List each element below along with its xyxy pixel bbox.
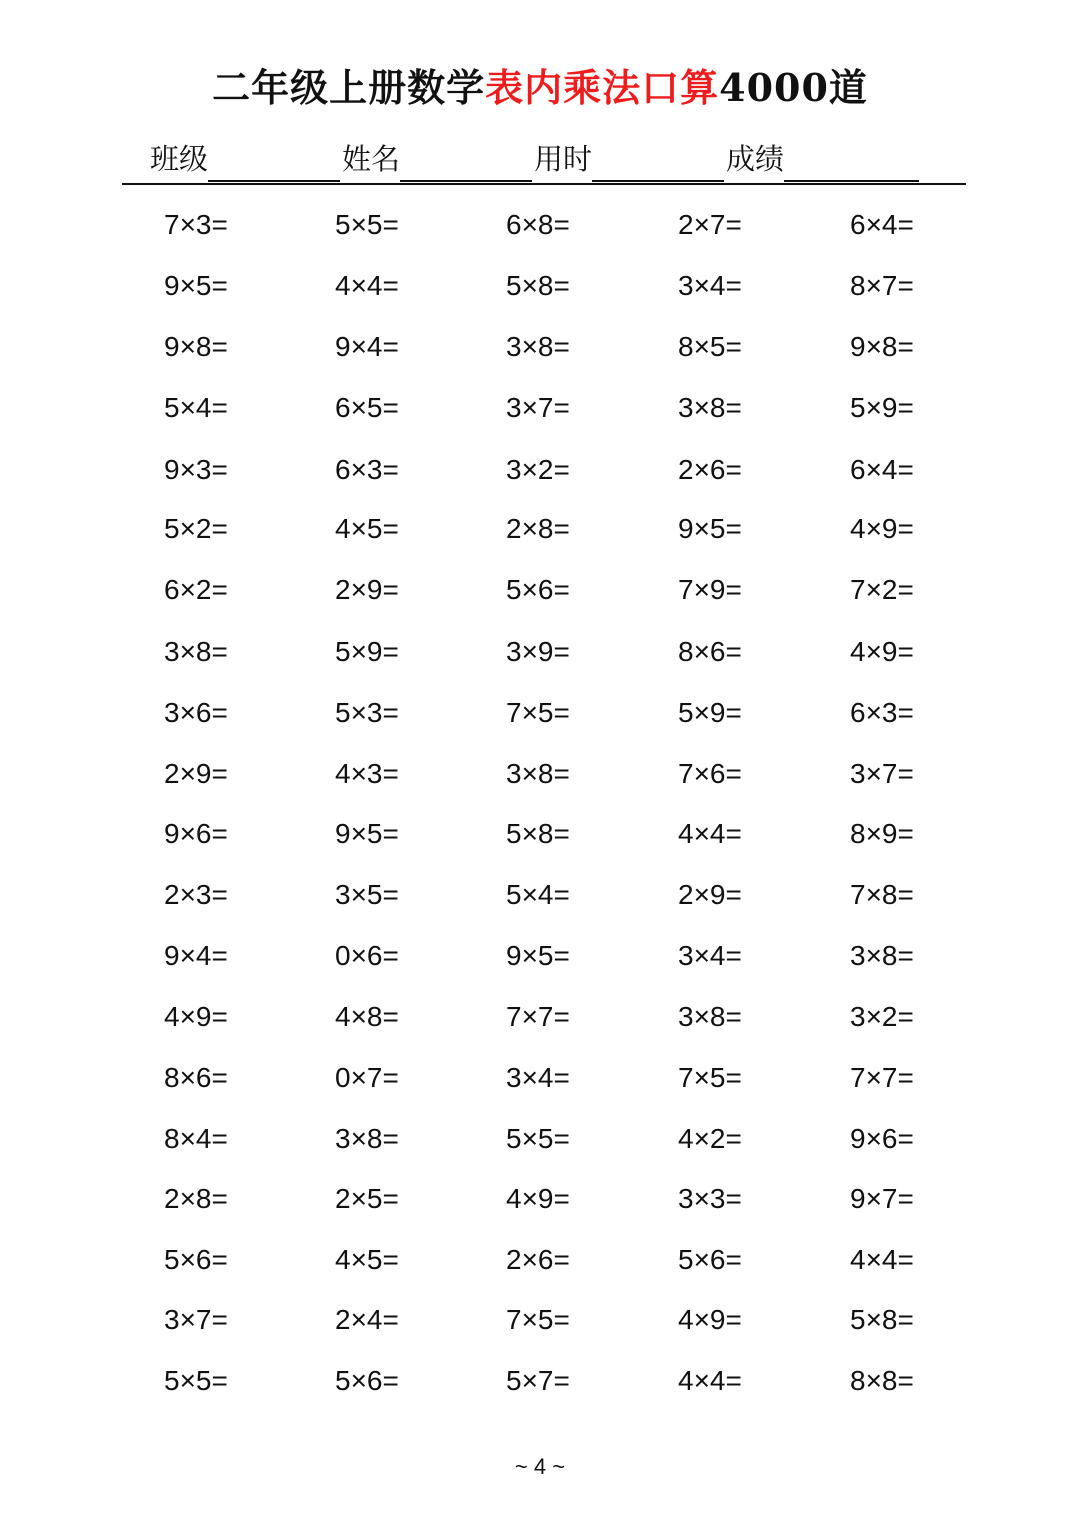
problem-item: 2×6= [678, 454, 742, 485]
problem-item: 5×5= [335, 209, 399, 240]
problem-item: 3×8= [506, 758, 570, 789]
problem-item: 5×5= [164, 1365, 228, 1396]
problem-item: 5×4= [506, 879, 570, 910]
problem-item: 9×7= [850, 1183, 914, 1214]
problem-item: 7×6= [678, 758, 742, 789]
student-info-row [150, 138, 950, 182]
score-field [726, 138, 921, 182]
problem-item: 4×9= [506, 1183, 570, 1214]
problem-item: 3×8= [335, 1123, 399, 1154]
problem-item: 5×4= [164, 392, 228, 423]
problem-item: 5×6= [335, 1365, 399, 1396]
problem-item: 3×2= [850, 1001, 914, 1032]
problem-item: 3×8= [164, 636, 228, 667]
title-suffix: 4000道 [719, 65, 868, 110]
page-number: ~ 4 ~ [514, 1454, 566, 1479]
problem-item: 3×8= [850, 940, 914, 971]
time-blank[interactable] [592, 144, 724, 182]
problem-item: 9×5= [506, 940, 570, 971]
problem-item: 3×5= [335, 879, 399, 910]
class-blank[interactable] [208, 144, 340, 182]
problem-item: 9×6= [164, 818, 228, 849]
problem-item: 2×5= [335, 1183, 399, 1214]
name-label: 姓名 [342, 144, 401, 176]
name-blank[interactable] [400, 144, 532, 182]
problem-item: 4×5= [335, 1244, 399, 1275]
problem-item: 7×5= [506, 1304, 570, 1335]
problem-item: 8×5= [678, 331, 742, 362]
problem-item: 5×6= [678, 1244, 742, 1275]
problem-item: 7×5= [506, 697, 570, 728]
problem-item: 8×6= [164, 1062, 228, 1093]
header-divider [122, 183, 966, 185]
score-label: 成绩 [726, 144, 785, 176]
problem-item: 7×3= [164, 209, 228, 240]
problem-item: 4×9= [164, 1001, 228, 1032]
problem-item: 6×3= [850, 697, 914, 728]
problem-item: 5×9= [678, 697, 742, 728]
problem-item: 8×7= [850, 270, 914, 301]
problem-item: 2×6= [506, 1244, 570, 1275]
problem-item: 2×4= [335, 1304, 399, 1335]
problem-item: 2×8= [506, 513, 570, 544]
problem-item: 3×2= [506, 454, 570, 485]
problem-item: 4×4= [335, 270, 399, 301]
problem-item: 7×5= [678, 1062, 742, 1093]
problem-item: 2×3= [164, 879, 228, 910]
problem-item: 3×7= [506, 392, 570, 423]
problem-item: 7×9= [678, 574, 742, 605]
problem-item: 9×8= [164, 331, 228, 362]
worksheet-title [0, 62, 1080, 114]
problem-item: 8×6= [678, 636, 742, 667]
problem-item: 3×8= [506, 331, 570, 362]
problem-item: 5×7= [506, 1365, 570, 1396]
problem-item: 8×9= [850, 818, 914, 849]
problem-item: 7×2= [850, 574, 914, 605]
problem-item: 6×4= [850, 209, 914, 240]
problem-item: 5×8= [850, 1304, 914, 1335]
problem-item: 9×5= [335, 818, 399, 849]
class-field [150, 138, 342, 182]
problem-item: 4×2= [678, 1123, 742, 1154]
problem-item: 6×4= [850, 454, 914, 485]
problem-item: 4×4= [678, 818, 742, 849]
problem-item: 3×4= [506, 1062, 570, 1093]
problem-item: 8×8= [850, 1365, 914, 1396]
problem-item: 2×9= [335, 574, 399, 605]
problem-item: 2×9= [678, 879, 742, 910]
problem-item: 5×6= [164, 1244, 228, 1275]
problem-item: 7×7= [850, 1062, 914, 1093]
problem-item: 9×6= [850, 1123, 914, 1154]
problem-item: 3×3= [678, 1183, 742, 1214]
time-field [534, 138, 726, 182]
title-highlight: 表内乘法口算 [485, 65, 720, 110]
title-prefix: 二年级上册数学 [212, 65, 486, 110]
problem-item: 3×8= [678, 1001, 742, 1032]
problem-item: 3×4= [678, 940, 742, 971]
problem-item: 5×9= [850, 392, 914, 423]
problem-item: 3×7= [850, 758, 914, 789]
problem-item: 5×3= [335, 697, 399, 728]
problem-item: 8×4= [164, 1123, 228, 1154]
problem-item: 5×2= [164, 513, 228, 544]
problem-item: 4×5= [335, 513, 399, 544]
class-label: 班级 [150, 144, 209, 176]
problem-item: 5×9= [335, 636, 399, 667]
problem-item: 6×5= [335, 392, 399, 423]
problem-item: 9×4= [335, 331, 399, 362]
problem-item: 2×7= [678, 209, 742, 240]
problem-item: 0×6= [335, 940, 399, 971]
problem-item: 6×2= [164, 574, 228, 605]
problem-item: 9×5= [164, 270, 228, 301]
problem-item: 2×8= [164, 1183, 228, 1214]
problem-item: 4×4= [850, 1244, 914, 1275]
problem-item: 3×6= [164, 697, 228, 728]
problem-item: 6×8= [506, 209, 570, 240]
problem-item: 5×8= [506, 270, 570, 301]
problem-item: 9×3= [164, 454, 228, 485]
name-field [342, 138, 534, 182]
problem-item: 9×5= [678, 513, 742, 544]
problem-item: 4×9= [850, 636, 914, 667]
problem-item: 9×8= [850, 331, 914, 362]
problem-item: 3×7= [164, 1304, 228, 1335]
problem-item: 3×9= [506, 636, 570, 667]
problem-item: 3×4= [678, 270, 742, 301]
problem-item: 4×4= [678, 1365, 742, 1396]
problem-item: 5×5= [506, 1123, 570, 1154]
problem-item: 0×7= [335, 1062, 399, 1093]
problem-item: 4×9= [850, 513, 914, 544]
time-label: 用时 [534, 144, 593, 176]
problem-item: 5×8= [506, 818, 570, 849]
problem-item: 4×3= [335, 758, 399, 789]
problem-item: 7×7= [506, 1001, 570, 1032]
problem-item: 6×3= [335, 454, 399, 485]
score-blank[interactable] [784, 144, 919, 182]
problem-item: 7×8= [850, 879, 914, 910]
problem-item: 4×8= [335, 1001, 399, 1032]
problem-item: 5×6= [506, 574, 570, 605]
problem-item: 9×4= [164, 940, 228, 971]
problem-item: 3×8= [678, 392, 742, 423]
problem-item: 2×9= [164, 758, 228, 789]
problem-item: 4×9= [678, 1304, 742, 1335]
